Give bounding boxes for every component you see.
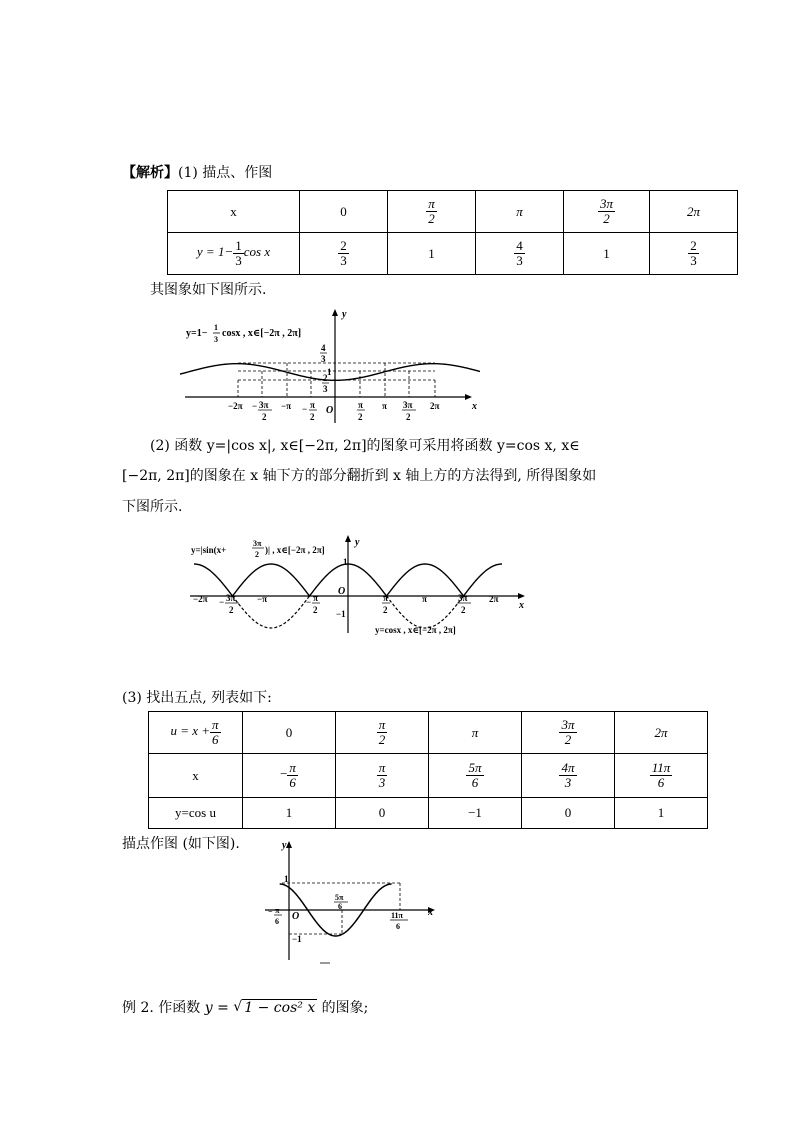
table-cell: 1: [243, 798, 336, 829]
table-cell: $\frac{3\pi}{2}$: [564, 191, 650, 233]
caption-3: 描点作图 (如下图).: [122, 836, 240, 852]
svg-text:−: −: [252, 401, 258, 411]
svg-text:3: 3: [214, 335, 218, 344]
para2-line1: (2) 函数 y=|cos x|, x∈[−2π, 2π]的图象可采用将函数 y=cos x, x∈: [150, 438, 580, 454]
table-cell: x: [149, 754, 243, 798]
caption-1: 其图象如下图所示.: [150, 282, 267, 298]
figure-1-graph: [180, 303, 480, 428]
svg-text:y: y: [282, 840, 287, 851]
table-cell: y = 1− $\frac{1}{3}$ cos x: [168, 233, 300, 275]
svg-text:π: π: [382, 401, 387, 411]
intro-line: [122, 163, 272, 183]
table-row: [149, 798, 708, 829]
values-table-2: [148, 711, 708, 829]
y-axis-label: y: [342, 309, 347, 320]
svg-text:−2π: −2π: [228, 401, 243, 411]
table-cell: $\frac{\pi}{3}$: [336, 754, 429, 798]
values-table-1: [167, 190, 738, 275]
svg-text:−π: −π: [257, 594, 268, 604]
svg-text:3: 3: [323, 384, 328, 394]
svg-text:y=|sin(x+: y=|sin(x+: [191, 545, 227, 555]
table-cell: $\frac{4\pi}{3}$: [522, 754, 615, 798]
table-cell: $\frac{\pi}{2}$: [336, 712, 429, 754]
fig2-bottom-label: y=cosx , x∈[−2π , 2π]: [375, 625, 456, 635]
table-cell: π: [476, 191, 564, 233]
svg-text:2: 2: [461, 605, 466, 615]
table-cell: $\frac{2}{3}$: [650, 233, 738, 275]
svg-text:2: 2: [323, 373, 328, 383]
svg-text:2: 2: [383, 605, 388, 615]
table-cell: 2π: [615, 712, 708, 754]
svg-text:4: 4: [321, 343, 326, 353]
svg-text:−1: −1: [336, 609, 346, 619]
svg-text:−: −: [306, 597, 312, 607]
svg-text:cosx , x∈[−2π , 2π]: cosx , x∈[−2π , 2π]: [222, 328, 302, 339]
table-cell: y=cos u: [149, 798, 243, 829]
intro-text: (1) 描点、作图: [178, 165, 273, 181]
table-cell: − $\frac{\pi}{6}$: [243, 754, 336, 798]
table-cell: 0: [300, 191, 388, 233]
svg-text:π: π: [383, 593, 388, 603]
radicand: 1 − cos² x: [244, 1000, 316, 1016]
svg-text:5π: 5π: [335, 893, 344, 902]
svg-text:−2π: −2π: [193, 594, 208, 604]
svg-text:−: −: [219, 597, 225, 607]
table-row: [149, 712, 708, 754]
svg-text:11π: 11π: [391, 911, 403, 920]
svg-text:2: 2: [313, 605, 318, 615]
svg-text:−π: −π: [281, 401, 292, 411]
svg-text:2: 2: [358, 412, 363, 422]
table-row: [149, 754, 708, 798]
svg-text:π: π: [310, 400, 315, 410]
analysis-tag: 【解析】: [122, 165, 178, 181]
para3: (3) 找出五点, 列表如下:: [122, 690, 272, 706]
example-2-line: 例 2. 作函数 y = √ 1 − cos² x 的图象;: [122, 999, 369, 1016]
table-cell: u = x + $\frac{\pi}{6}$: [149, 712, 243, 754]
table-row: [168, 233, 738, 275]
svg-text:π: π: [313, 593, 318, 603]
svg-text:π: π: [275, 906, 280, 915]
table-cell: $\frac{5\pi}{6}$: [429, 754, 522, 798]
table-cell: 0: [336, 798, 429, 829]
svg-text:6: 6: [338, 902, 342, 911]
table-cell: $\frac{3\pi}{2}$: [522, 712, 615, 754]
svg-text:x: x: [519, 600, 524, 611]
svg-text:1: 1: [284, 874, 289, 884]
table-cell: $\frac{\pi}{2}$: [388, 191, 476, 233]
svg-text:1: 1: [327, 367, 332, 377]
svg-text:3π: 3π: [253, 539, 262, 548]
svg-text:O: O: [292, 911, 300, 922]
origin-label: O: [326, 405, 334, 416]
para2-line2: [−2π, 2π]的图象在 x 轴下方的部分翻折到 x 轴上方的方法得到, 所得图象如: [122, 468, 597, 484]
table-cell: 1: [388, 233, 476, 275]
svg-text:1: 1: [214, 323, 218, 332]
svg-text:2: 2: [255, 550, 259, 559]
table-cell: $\frac{4}{3}$: [476, 233, 564, 275]
svg-text:6: 6: [275, 917, 279, 926]
svg-text:1: 1: [343, 557, 348, 567]
svg-text:π: π: [422, 594, 427, 604]
x-axis-label: x: [472, 401, 477, 412]
fig1-title: y=1−: [186, 328, 208, 339]
table-cell: 0: [522, 798, 615, 829]
svg-text:3π: 3π: [458, 593, 468, 603]
svg-text:)| , x∈[−2π , 2π]: )| , x∈[−2π , 2π]: [265, 545, 325, 555]
table-cell: 0: [243, 712, 336, 754]
svg-text:O: O: [338, 586, 346, 597]
table-cell: π: [429, 712, 522, 754]
figure-2-graph: [185, 533, 530, 643]
svg-text:2: 2: [262, 412, 267, 422]
table-row: [168, 191, 738, 233]
table-cell: x: [168, 191, 300, 233]
svg-text:2π: 2π: [430, 401, 440, 411]
table-cell: 2π: [650, 191, 738, 233]
svg-text:2: 2: [229, 605, 234, 615]
svg-text:2: 2: [310, 412, 315, 422]
svg-text:π: π: [358, 400, 363, 410]
svg-text:−: −: [302, 404, 308, 414]
figure-3-graph: [260, 838, 440, 968]
table-cell: $\frac{2}{3}$: [300, 233, 388, 275]
svg-text:2π: 2π: [489, 594, 499, 604]
svg-text:6: 6: [396, 922, 400, 931]
table-cell: 1: [564, 233, 650, 275]
table-cell: −1: [429, 798, 522, 829]
svg-text:x: x: [428, 907, 433, 918]
svg-text:−1: −1: [292, 934, 302, 944]
svg-text:3: 3: [321, 354, 326, 364]
svg-text:3π: 3π: [403, 400, 413, 410]
para2-line3: 下图所示.: [122, 499, 183, 515]
table-cell: 1: [615, 798, 708, 829]
svg-text:3π: 3π: [226, 593, 236, 603]
svg-text:2: 2: [406, 412, 411, 422]
table-cell: $\frac{11\pi}{6}$: [615, 754, 708, 798]
svg-text:−: −: [268, 907, 273, 916]
svg-text:3π: 3π: [259, 400, 269, 410]
svg-text:y: y: [355, 537, 360, 548]
